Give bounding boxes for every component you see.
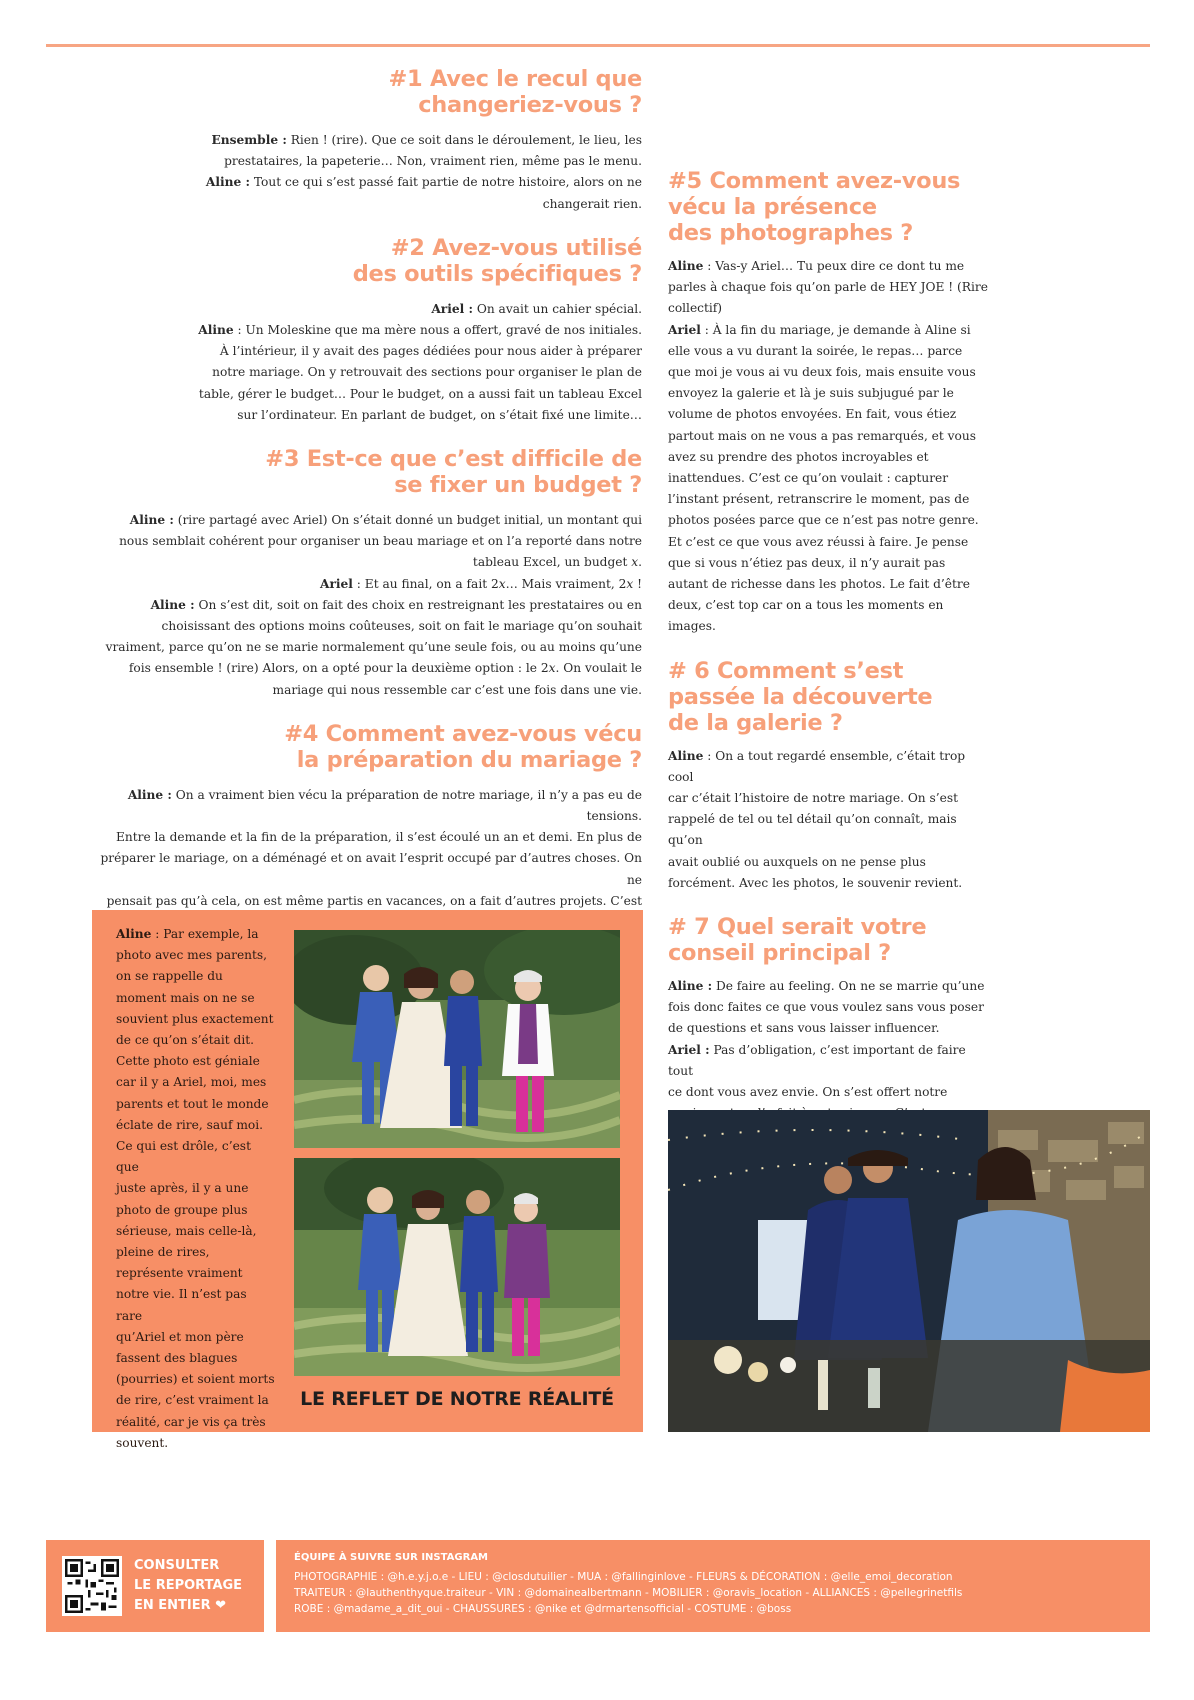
answer-line: À l’intérieur, il y avait des pages dédiées pour nous aider à préparer xyxy=(219,344,642,359)
answer-line: changerait rien. xyxy=(542,196,642,211)
box-caption: LE REFLET DE NOTRE RÉALITÉ xyxy=(300,1388,614,1410)
answer-paragraph xyxy=(92,574,642,595)
credit-line: PHOTOGRAPHIE : @h.e.y.j.o.e - LIEU : @closdutuilier - MUA : @fallinginlove - FLEURS & DÉCORATION : @elle_emoi_decoration xyxy=(294,1571,953,1583)
answer-line: (rire partagé avec Ariel) On s’était donné un budget initial, un montant qui xyxy=(173,513,642,528)
question-title xyxy=(92,721,642,773)
answer-paragraph xyxy=(668,976,988,1040)
answer-line: volume de photos envoyées. En fait, vous étiez xyxy=(668,407,957,422)
testimonial-text xyxy=(116,924,276,1454)
answer-line: elle vous a vu durant la soirée, le repas… parce xyxy=(668,343,963,358)
title-line: #3 Est-ce que c’est difficile de xyxy=(265,446,642,473)
qr-code[interactable] xyxy=(62,1556,122,1616)
answer-line: Entre la demande et la fin de la préparation, il s’est écoulé un an et demi. En plus de xyxy=(115,830,642,845)
credit-line: ROBE : @madame_a_dit_oui - CHAUSSURES : @nike et @drmartensofficial - COSTUME : @boss xyxy=(294,1603,792,1615)
speaker-name: Aline xyxy=(668,259,704,273)
testimonial-line: Cette photo est géniale xyxy=(116,1054,260,1069)
answer-paragraph xyxy=(668,320,988,638)
testimonial-line: de rire, c’est vraiment la xyxy=(116,1393,269,1408)
answer-line: deux, c’est top car on a tous les moments en xyxy=(668,598,944,613)
testimonial-line: souvient plus exactement xyxy=(116,1011,274,1026)
answer-line: partout mais on ne vous a pas remarqués, et vous xyxy=(668,428,976,443)
question-left-3 xyxy=(92,721,642,933)
speaker-name: Aline : xyxy=(205,175,250,190)
answer-line: : À la fin du mariage, je demande à Aline si xyxy=(700,322,971,337)
question-right-1 xyxy=(668,658,988,894)
testimonial-line: on se rappelle du xyxy=(116,969,223,984)
testimonial-line: parents et tout le monde xyxy=(116,1096,269,1111)
speaker-name: Aline xyxy=(198,323,234,338)
testimonial-line: moment mais on ne se xyxy=(116,990,255,1005)
testimonial-line: Ce qui est drôle, c’est que xyxy=(116,1139,251,1175)
answer-paragraph xyxy=(92,172,642,214)
title-line: # 7 Quel serait votre xyxy=(668,914,927,941)
answer-line: vraiment, parce qu’on ne se marie normalement qu’une seule fois, ou au moins qu’une xyxy=(105,640,642,655)
credits-title: ÉQUIPE À SUIVRE SUR INSTAGRAM xyxy=(294,1552,489,1563)
question-right-0 xyxy=(668,168,988,638)
cta-line[interactable]: EN ENTIER ❤ xyxy=(134,1598,227,1613)
credits-list xyxy=(294,1569,1132,1617)
answer-line: rappelé de tel ou tel détail qu’on connaît, mais qu’on xyxy=(668,812,957,848)
title-line: passée la découverte xyxy=(668,683,933,710)
question-title xyxy=(668,914,988,966)
title-line: la préparation du mariage ? xyxy=(296,746,642,773)
speaker-name: Ariel xyxy=(668,322,701,337)
speaker-name: Aline : xyxy=(150,597,195,612)
answer-line: On a vraiment bien vécu la préparation de notre mariage, il n’y a pas eu de tensions. xyxy=(171,787,642,824)
answer-paragraph xyxy=(92,595,642,701)
answer-line: ce dont vous avez envie. On s’est offert notre xyxy=(668,1085,948,1100)
title-line: #2 Avez-vous utilisé xyxy=(390,234,642,261)
title-line: des photographes ? xyxy=(668,220,914,246)
title-line: de la galerie ? xyxy=(668,709,843,736)
testimonial-line: pleine de rires, xyxy=(116,1245,210,1260)
testimonial-line: qu’Ariel et mon père xyxy=(116,1329,244,1344)
title-line: des outils spécifiques ? xyxy=(352,260,642,287)
question-title xyxy=(668,168,988,246)
answer-line: avait oublié ou auxquels on ne pense plus xyxy=(668,854,926,869)
answer-line: images. xyxy=(668,619,716,634)
answer-paragraph xyxy=(668,256,988,320)
answer-line: choisissant des options moins coûteuses, soit on fait le mariage qu’on souhait xyxy=(161,619,642,634)
answer-line: autant de richesse dans les photos. Le fait d’être xyxy=(668,577,970,592)
answer-paragraph xyxy=(92,320,642,426)
testimonial-line: souvent. xyxy=(116,1435,169,1450)
answer-paragraph xyxy=(92,299,642,320)
title-line: #5 Comment avez-vous xyxy=(668,168,961,194)
right-column xyxy=(668,168,988,1187)
answer-line: Et c’est ce que vous avez réussi à faire. Je pense xyxy=(668,534,969,549)
testimonial-line: éclate de rire, sauf moi. xyxy=(116,1117,264,1132)
answer-line: : Et au final, on a fait 2𝑥… Mais vraiment, 2𝑥 ! xyxy=(352,576,642,591)
testimonial-line: réalité, car je vis ça très xyxy=(116,1414,266,1429)
answer-line: prestataires, la papeterie… Non, vraiment rien, même pas le menu. xyxy=(224,154,642,169)
answer-line: fois ensemble ! (rire) Alors, on a opté pour la deuxième option : le 2𝑥. On voulait le xyxy=(128,661,642,676)
answer-line: photos posées parce que ce n’est pas notre genre. xyxy=(668,513,979,528)
title-line: #1 Avec le recul que xyxy=(388,66,642,92)
answer-line: table, gérer le budget… Pour le budget, on a aussi fait un tableau Excel xyxy=(198,386,642,401)
answer-line: que si vous n’étiez pas deux, il n’y aurait pas xyxy=(668,555,946,570)
testimonial-line: juste après, il y a une xyxy=(116,1181,249,1196)
answer-line: avez su prendre des photos incroyables et xyxy=(668,449,929,464)
testimonial-line: (pourries) et soient morts xyxy=(116,1372,275,1387)
question-title xyxy=(92,235,642,287)
answer-line: Rien ! (rire). Que ce soit dans le déroulement, le lieu, les xyxy=(286,133,642,147)
answer-line: mariage qui nous ressemble car c’est une fois dans une vie. xyxy=(272,682,642,697)
title-line: se fixer un budget ? xyxy=(394,472,642,499)
answer-line: collectif) xyxy=(668,301,723,316)
answer-paragraph xyxy=(92,510,642,574)
testimonial-line: car il y a Ariel, moi, mes xyxy=(116,1075,267,1090)
title-line: conseil principal ? xyxy=(668,940,891,967)
cta-line[interactable]: CONSULTER xyxy=(134,1558,220,1573)
question-title xyxy=(668,658,988,736)
answer-paragraph xyxy=(668,746,988,894)
testimonial-line: représente vraiment xyxy=(116,1266,243,1281)
answer-line: inattendues. C’est ce qu’on voulait : capturer xyxy=(668,471,949,486)
answer-line: : On a tout regardé ensemble, c’était trop cool xyxy=(668,748,966,784)
answer-paragraph xyxy=(92,130,642,172)
photo-reception-party xyxy=(668,1110,1150,1432)
speaker-name: Aline xyxy=(668,748,704,763)
question-left-1 xyxy=(92,235,642,426)
cta-text[interactable] xyxy=(134,1556,260,1616)
speaker-name: Aline : xyxy=(127,787,172,802)
answer-line: tableau Excel, un budget 𝑥. xyxy=(472,555,642,570)
speaker-name: Ensemble : xyxy=(211,133,287,147)
answer-line: envoyez la galerie et là je suis subjugué par le xyxy=(668,386,954,401)
answer-line: notre mariage. On y retrouvait des sections pour organiser le plan de xyxy=(212,365,642,380)
testimonial-speaker: Aline xyxy=(116,927,152,941)
testimonial-lines xyxy=(116,927,275,1450)
testimonial-line: sérieuse, mais celle-là, xyxy=(116,1223,257,1238)
answer-line: nous semblait cohérent pour organiser un beau mariage et on l’a reporté dans notre xyxy=(119,534,642,549)
photo-laughing-family xyxy=(294,930,620,1148)
top-rule xyxy=(46,44,1150,47)
question-title xyxy=(92,66,642,118)
photo-group-serious xyxy=(294,1158,620,1376)
testimonial-line: photo de groupe plus xyxy=(116,1202,248,1217)
testimonial-line: notre vie. Il n’est pas rare xyxy=(116,1287,247,1323)
title-line: # 6 Comment s’est xyxy=(668,657,904,684)
left-column xyxy=(92,66,642,953)
speaker-name: Aline : xyxy=(668,979,713,994)
testimonial-line: de ce qu’on s’était dit. xyxy=(116,1033,255,1048)
speaker-name: Aline : xyxy=(129,513,174,528)
answer-line: On s’est dit, soit on fait des choix en restreignant les prestataires ou en xyxy=(194,597,642,612)
question-left-2 xyxy=(92,446,642,701)
speaker-name: Ariel : xyxy=(431,301,473,316)
answer-line: forcément. Avec les photos, le souvenir revient. xyxy=(668,875,963,890)
answer-line: Tout ce qui s’est passé fait partie de notre histoire, alors on ne xyxy=(250,175,642,190)
answer-line: parles à chaque fois qu’on parle de HEY JOE ! (Rire xyxy=(668,280,988,295)
answer-line: Pas d’obligation, c’est important de faire tout xyxy=(668,1042,966,1078)
answer-line: que moi je vous ai vu deux fois, mais ensuite vous xyxy=(668,365,976,380)
answer-line: De faire au feeling. On ne se marrie qu’une xyxy=(712,979,985,994)
testimonial-line: : Par exemple, la xyxy=(151,927,259,941)
speaker-name: Ariel : xyxy=(668,1042,710,1057)
answer-line: l’instant présent, retranscrire le moment, pas de xyxy=(668,492,970,507)
answer-line: préparer le mariage, on a déménagé et on avait l’esprit occupé par d’autres choses. On ne xyxy=(100,851,642,887)
answer-line: car c’était l’histoire de notre mariage. On s’est xyxy=(668,791,959,806)
answer-line: : Un Moleskine que ma mère nous a offert, gravé de nos initiales. xyxy=(233,323,642,338)
answer-line: On avait un cahier spécial. xyxy=(472,301,642,316)
report-link-panel[interactable] xyxy=(46,1540,264,1632)
speaker-name: Ariel xyxy=(320,576,353,591)
testimonial-line: fassent des blagues xyxy=(116,1351,238,1366)
testimonial-line: photo avec mes parents, xyxy=(116,948,268,963)
testimonial-box xyxy=(92,910,643,1450)
answer-line: : Vas-y Ariel… Tu peux dire ce dont tu me xyxy=(703,259,965,273)
answer-line: pensait pas qu’à cela, on est même partis en vacances, on a fait d’autres projets. C’est xyxy=(106,893,642,908)
vendor-credits xyxy=(276,1540,1150,1632)
answer-line: de questions et sans vous laisser influencer. xyxy=(668,1021,940,1036)
question-title xyxy=(92,446,642,498)
cta-line[interactable]: LE REPORTAGE xyxy=(134,1578,243,1593)
answer-line: fois donc faites ce que vous voulez sans vous poser xyxy=(668,1000,984,1015)
title-line: #4 Comment avez-vous vécu xyxy=(284,720,642,747)
title-line: changeriez-vous ? xyxy=(418,92,642,118)
question-left-0 xyxy=(92,66,642,215)
answer-line: sur l’ordinateur. En parlant de budget, on s’était fixé une limite… xyxy=(237,407,642,422)
credit-line: TRAITEUR : @lauthenthyque.traiteur - VIN : @domainealbertmann - MOBILIER : @oravis_location - ALLIANCES : @pellegrinetfils xyxy=(294,1587,963,1599)
title-line: vécu la présence xyxy=(668,194,877,220)
